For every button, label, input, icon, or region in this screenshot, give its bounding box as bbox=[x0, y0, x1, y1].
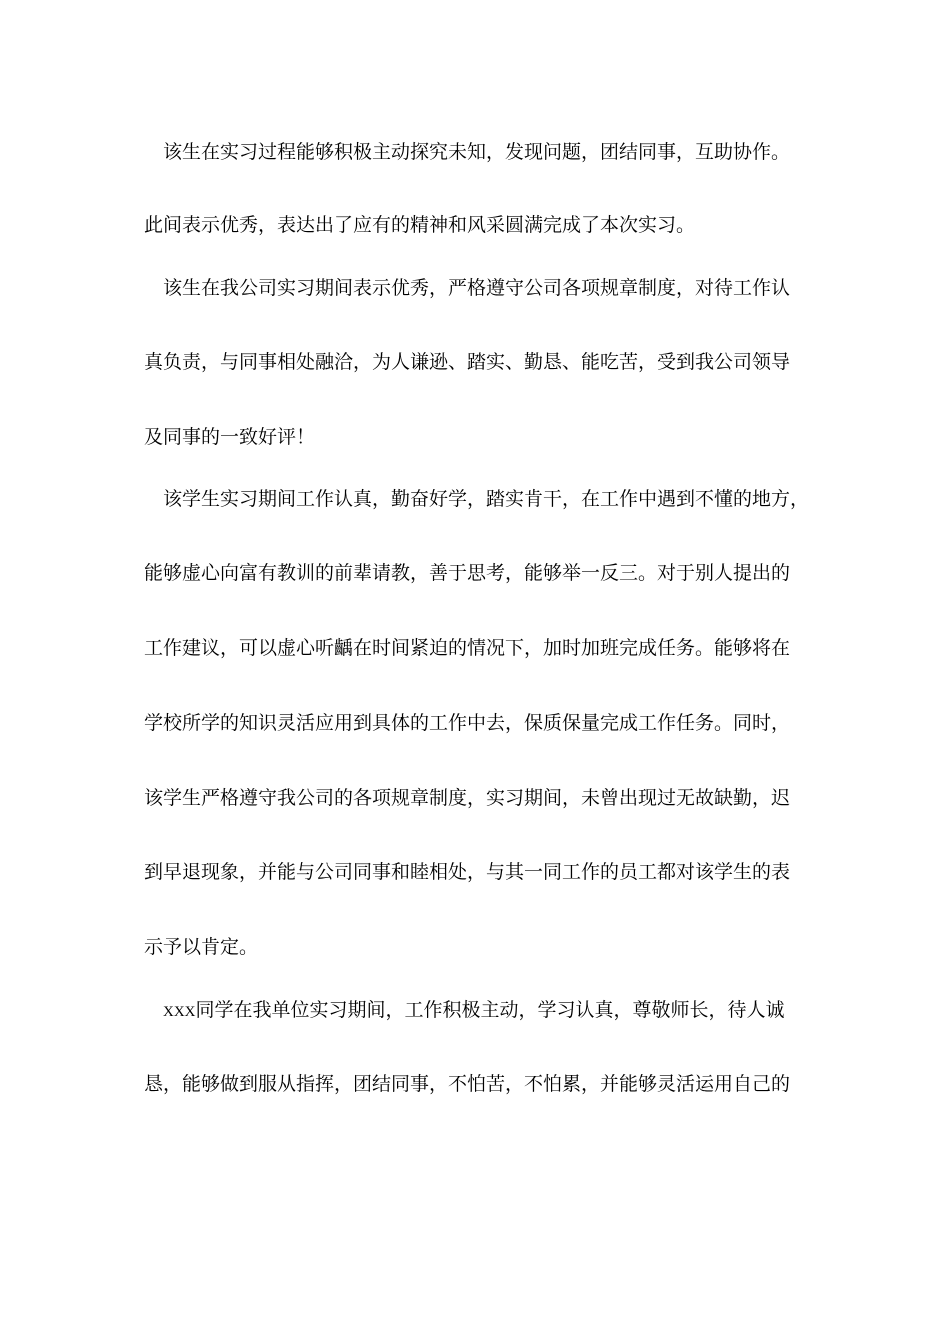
paragraph-3-line-7: 示予以肯定。 bbox=[144, 936, 259, 958]
paragraph-4-line-2: 恳，能够做到服从指挥，团结同事，不怕苦，不怕累，并能够灵活运用自己的 bbox=[144, 1073, 791, 1095]
paragraph-3-line-5: 该学生严格遵守我公司的各项规章制度，实习期间，未曾出现过无故缺勤，迟 bbox=[144, 787, 791, 809]
paragraph-3-line-4: 学校所学的知识灵活应用到具体的工作中去，保质保量完成工作任务。同时， bbox=[144, 712, 791, 734]
name-placeholder: XXX bbox=[163, 1004, 196, 1020]
paragraph-3-line-1: 该学生实习期间工作认真，勤奋好学，踏实肯干，在工作中遇到不懂的地方， bbox=[163, 488, 810, 510]
paragraph-4-line-1-text: 同学在我单位实习期间，工作积极主动，学习认真，尊敬师长，待人诚 bbox=[195, 999, 785, 1021]
paragraph-3-line-6: 到早退现象，并能与公司同事和睦相处，与其一同工作的员工都对该学生的表 bbox=[144, 861, 791, 883]
paragraph-3-line-2: 能够虚心向富有教训的前辈请教，善于思考，能够举一反三。对于别人提出的 bbox=[144, 562, 791, 584]
paragraph-3-line-3: 工作建议，可以虚心听齲在时间紧迫的情况下，加时加班完成任务。能够将在 bbox=[144, 637, 791, 659]
paragraph-2-line-2: 真负责，与同事相处融洽，为人谦逊、踏实、勤恳、能吃苦，受到我公司领导 bbox=[144, 351, 791, 373]
paragraph-1-line-1: 该生在实习过程能够积极主动探究未知，发现问题，团结同事，互助协作。 bbox=[163, 141, 791, 163]
paragraph-4-line-1 bbox=[163, 998, 843, 1024]
paragraph-2-line-1: 该生在我公司实习期间表示优秀，严格遵守公司各项规章制度，对待工作认 bbox=[163, 277, 791, 299]
paragraph-2-line-3: 及同事的一致好评！ bbox=[144, 426, 316, 448]
paragraph-1-line-2: 此间表示优秀，表达出了应有的精神和风采圆满完成了本次实习。 bbox=[144, 214, 696, 236]
